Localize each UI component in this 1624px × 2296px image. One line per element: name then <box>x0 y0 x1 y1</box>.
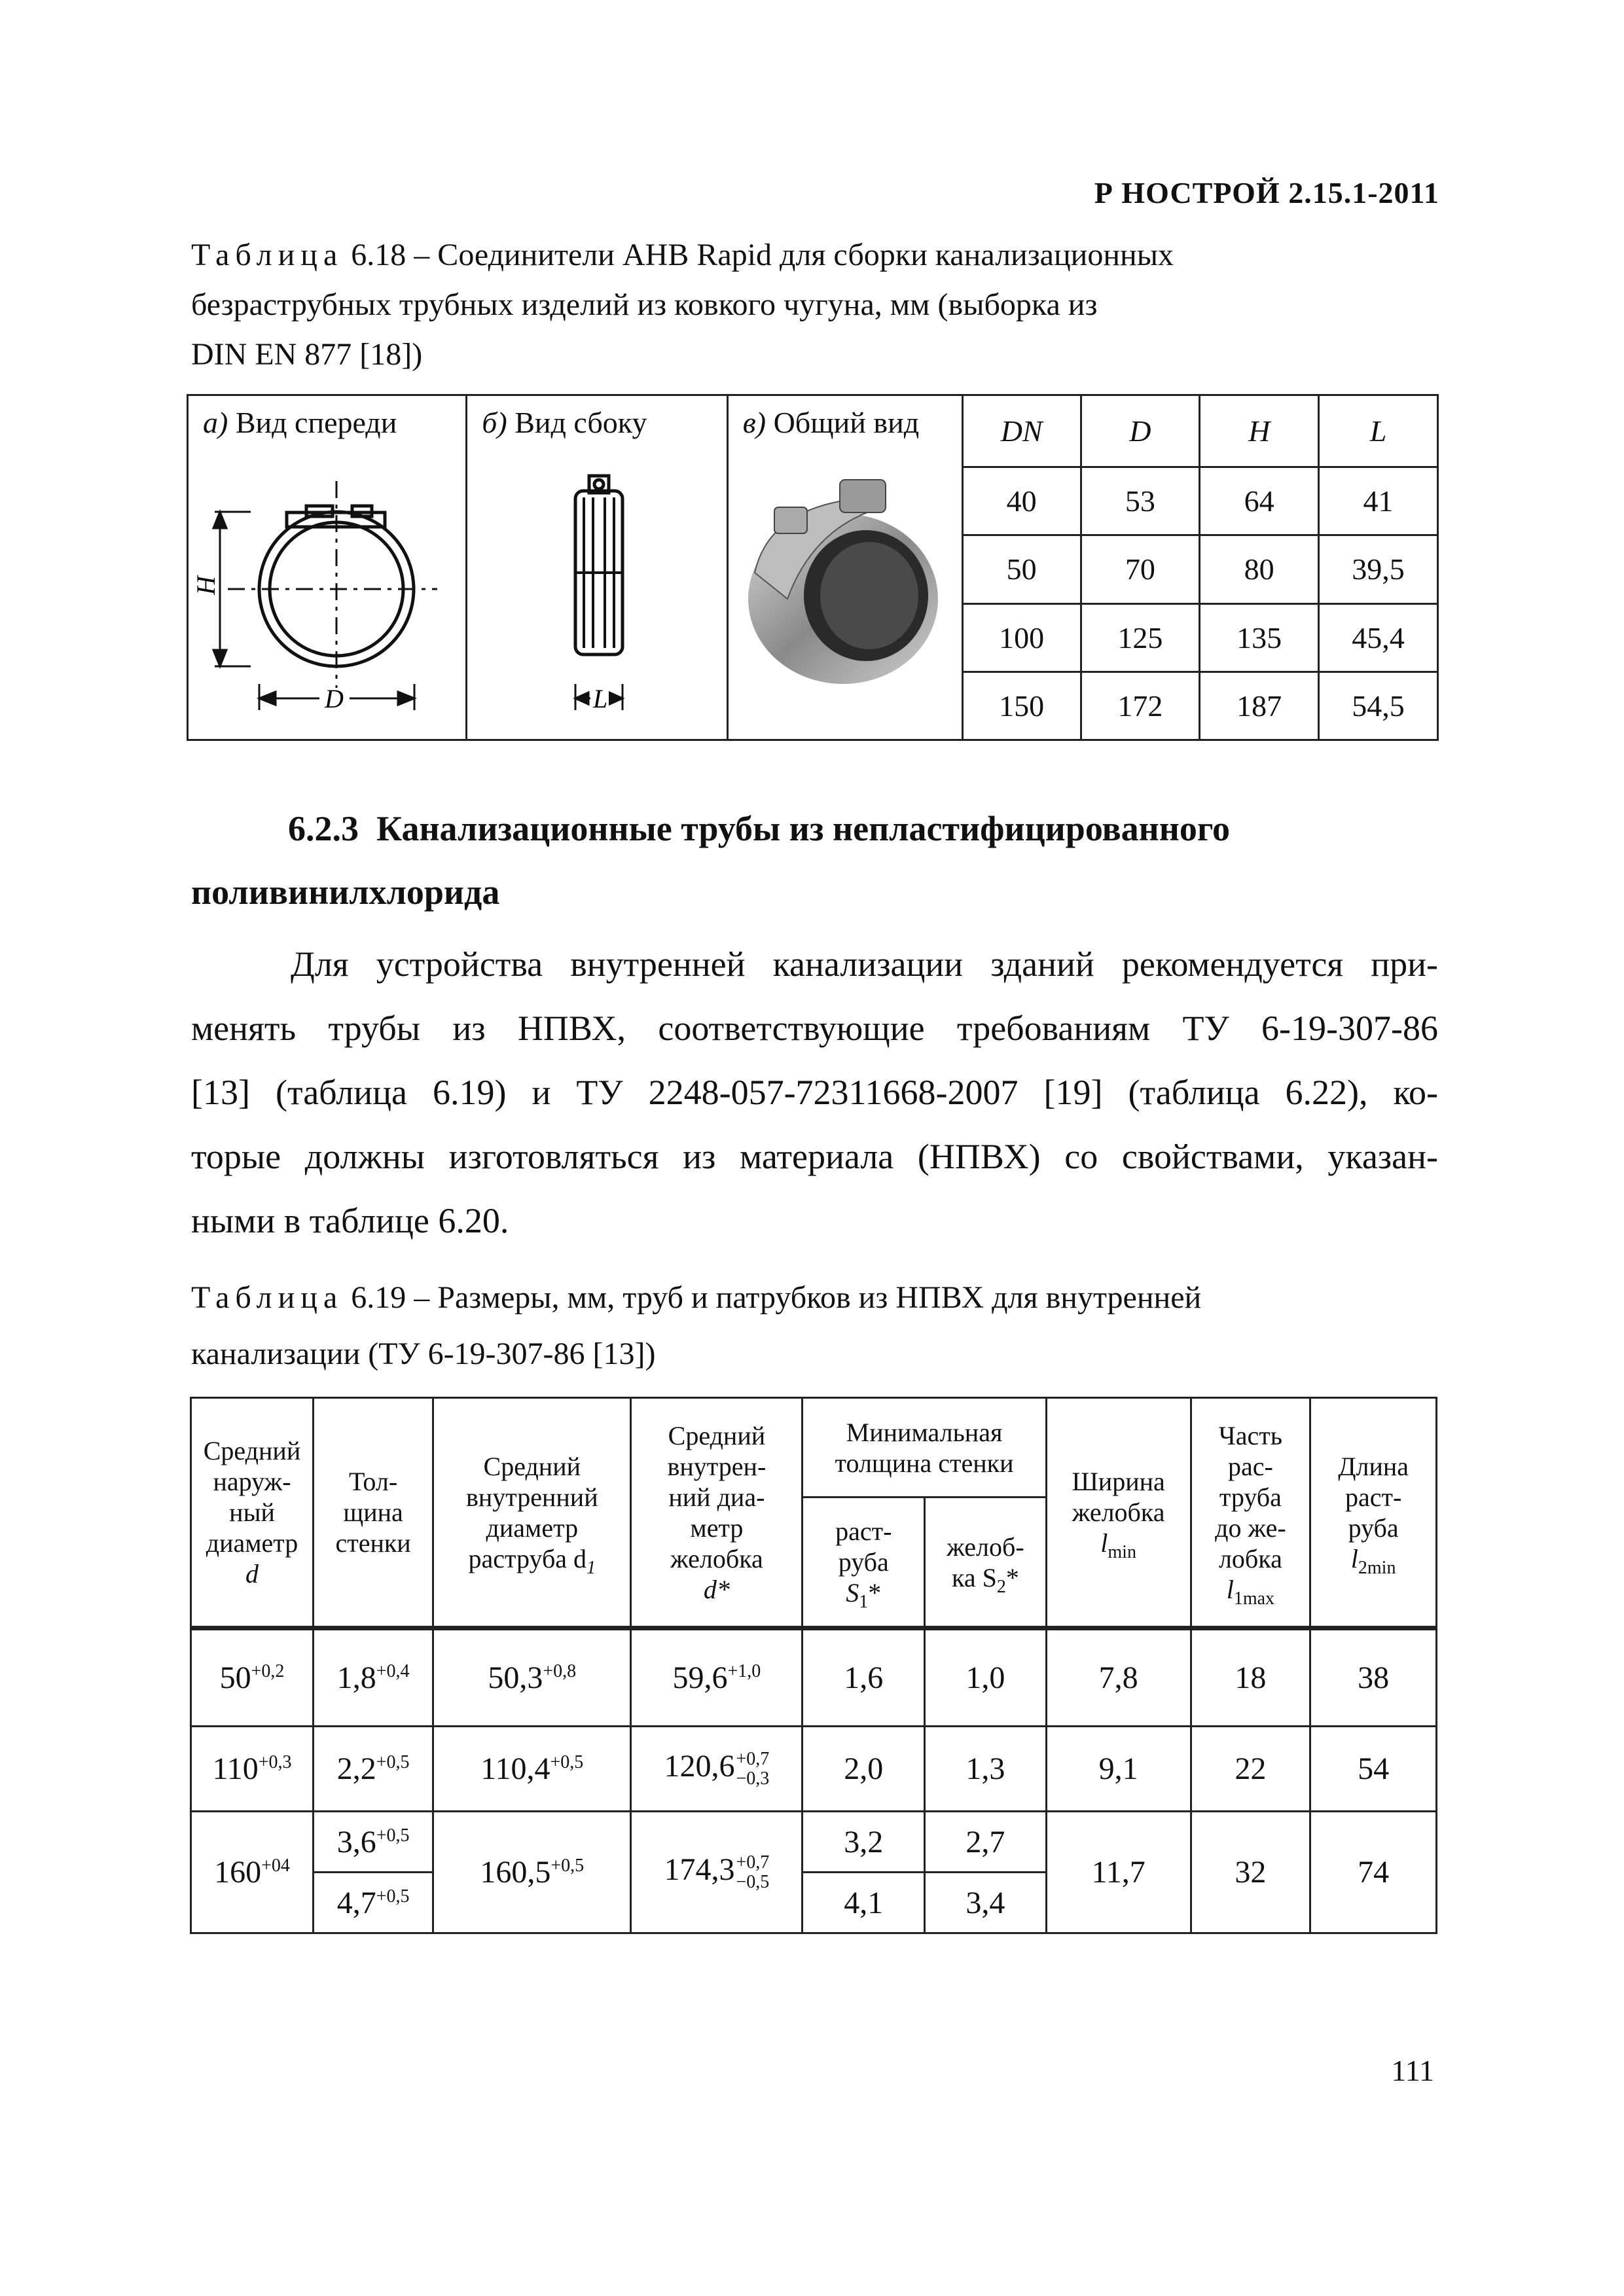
cell-d: $110^{+0,3}$ <box>191 1727 314 1812</box>
table-619 <box>190 1397 1437 1934</box>
cell-l: 39,5 <box>1319 535 1438 603</box>
caption-text-line-1: 6.18 – Соединители AHB Rapid для сборки канализационных <box>351 238 1174 272</box>
cell-d1: $110,4^{+0,5}$ <box>433 1727 631 1812</box>
cell-d1: $160,5^{+0,5}$ <box>433 1812 631 1933</box>
cell-dn: 40 <box>962 467 1081 535</box>
cell-l: 54,5 <box>1319 672 1438 740</box>
table-row <box>191 1727 1437 1812</box>
general-view-cell <box>727 395 962 740</box>
cell-l1: 18 <box>1191 1628 1310 1727</box>
section-title-line-2: поливинилхлорида <box>191 872 500 912</box>
cell-dg: 174,3 +0,7 −0,5 <box>631 1812 803 1933</box>
cell-l: 41 <box>1319 467 1438 535</box>
col-h-header: H <box>1200 395 1319 467</box>
cell-dn: 150 <box>962 672 1081 740</box>
page-number: 111 <box>1391 2054 1434 2087</box>
front-view-label: а) Вид спереди <box>203 406 397 439</box>
side-view-cell <box>467 395 728 740</box>
header-min-wall-thickness: Минимальная толщина стенки <box>803 1398 1046 1498</box>
cell-lmin: 9,1 <box>1046 1727 1191 1812</box>
paragraph <box>191 932 1438 1253</box>
paragraph-line: [13] (таблица 6.19) и ТУ 2248-057-72311668-2007 [19] (таблица 6.22), ко- <box>191 1073 1438 1112</box>
paragraph-line: менять трубы из НПВХ, соответствующие требованиям ТУ 6-19-307-86 <box>191 1009 1438 1048</box>
cell-d: $50^{+0,2}$ <box>191 1628 314 1727</box>
caption-label: Таблица <box>191 238 344 272</box>
cell-dn: 50 <box>962 535 1081 603</box>
cell-s: $1,8^{+0,4}$ <box>314 1628 433 1727</box>
table-618-caption <box>191 230 1174 380</box>
section-heading <box>288 808 1230 849</box>
cell-s1: 2,0 <box>803 1727 925 1812</box>
header-socket-part: Часть рас- труба до же- лобка $l_{1max}$ <box>1191 1398 1310 1628</box>
dim-d-label: D <box>325 684 344 713</box>
cell-s2: 1,3 <box>925 1727 1047 1812</box>
cell-l2: 74 <box>1310 1812 1437 1933</box>
cell-lmin: 11,7 <box>1046 1812 1191 1933</box>
cell-s2: 2,7 <box>925 1812 1047 1873</box>
cell-h: 80 <box>1200 535 1319 603</box>
cell-l1: 32 <box>1191 1812 1310 1933</box>
col-l-header: L <box>1319 395 1438 467</box>
document-header: Р НОСТРОЙ 2.15.1-2011 <box>1094 176 1439 209</box>
cell-d: 172 <box>1081 672 1200 740</box>
cell-s1: 3,2 <box>803 1812 925 1873</box>
clamp-side-view-drawing <box>467 435 729 743</box>
paragraph-line: ными в таблице 6.20. <box>191 1201 509 1240</box>
cell-dg: 120,6 +0,7 −0,3 <box>631 1727 803 1812</box>
header-outer-diameter: Средний наруж- ный диаметр d <box>191 1398 314 1628</box>
header-groove-wall: желоб- ка $S_2*$ <box>925 1498 1047 1628</box>
cell-s: $4,7^{+0,5}$ <box>314 1873 433 1933</box>
cell-d: 53 <box>1081 467 1200 535</box>
cell-l: 45,4 <box>1319 603 1438 672</box>
cell-s2: 3,4 <box>925 1873 1047 1933</box>
cell-d1: $50,3^{+0,8}$ <box>433 1628 631 1727</box>
header-groove-width: Ширина желобка $l_{min}$ <box>1046 1398 1191 1628</box>
col-dn-header: DN <box>962 395 1081 467</box>
dim-h-label: H <box>191 576 221 595</box>
side-view-label: б) Вид сбоку <box>482 406 647 439</box>
cell-s1: 4,1 <box>803 1873 925 1933</box>
table-619-caption <box>191 1270 1201 1382</box>
cell-h: 135 <box>1200 603 1319 672</box>
cell-lmin: 7,8 <box>1046 1628 1191 1727</box>
header-socket-length: Длина раст- руба $l_{2min}$ <box>1310 1398 1437 1628</box>
table-618 <box>187 394 1439 741</box>
general-view-label: в) Общий вид <box>742 406 920 439</box>
dim-l-label: L <box>593 684 608 713</box>
cell-s: $2,2^{+0,5}$ <box>314 1727 433 1812</box>
table-row <box>191 1812 1437 1873</box>
cell-dg: $59,6^{+1,0}$ <box>631 1628 803 1727</box>
header-socket-diameter: Средний внутренний диаметр раструба $d_1$ <box>433 1398 631 1628</box>
cell-d: 70 <box>1081 535 1200 603</box>
cell-dn: 100 <box>962 603 1081 672</box>
cell-l2: 38 <box>1310 1628 1437 1727</box>
caption-text-line-1: 6.19 – Размеры, мм, труб и патрубков из НПВХ для внутренней <box>351 1280 1202 1315</box>
cell-l1: 22 <box>1191 1727 1310 1812</box>
caption-text-line-3: DIN EN 877 [18]) <box>191 337 423 372</box>
section-number: 6.2.3 <box>288 809 359 848</box>
cell-h: 187 <box>1200 672 1319 740</box>
header-groove-diameter: Средний внутрен- ний диа- метр желобка d* <box>631 1398 803 1628</box>
cell-l2: 54 <box>1310 1727 1437 1812</box>
caption-text-line-2: канализации (ТУ 6-19-307-86 [13]) <box>191 1336 656 1371</box>
cell-s: $3,6^{+0,5}$ <box>314 1812 433 1873</box>
cell-d: $160^{+04}$ <box>191 1812 314 1933</box>
col-d-header: D <box>1081 395 1200 467</box>
table-row <box>191 1628 1437 1727</box>
cell-s1: 1,6 <box>803 1628 925 1727</box>
caption-label: Таблица <box>191 1280 344 1315</box>
cell-s2: 1,0 <box>925 1628 1047 1727</box>
front-view-cell <box>188 395 467 740</box>
cell-d: 125 <box>1081 603 1200 672</box>
caption-text-line-2: безраструбных трубных изделий из ковкого чугуна, мм (выборка из <box>191 287 1098 322</box>
clamp-photo <box>729 435 964 743</box>
section-title-line-1: Канализационные трубы из непластифицированного <box>376 809 1231 848</box>
cell-h: 64 <box>1200 467 1319 535</box>
paragraph-line: торые должны изготовляться из материала (НПВХ) со свойствами, указан- <box>191 1137 1438 1176</box>
header-wall-thickness: Тол- щина стенки <box>314 1398 433 1628</box>
paragraph-line: Для устройства внутренней канализации зданий рекомендуется при- <box>291 944 1438 984</box>
clamp-front-view-drawing <box>189 435 469 743</box>
header-socket-wall: раст- руба $S_1*$ <box>803 1498 925 1628</box>
